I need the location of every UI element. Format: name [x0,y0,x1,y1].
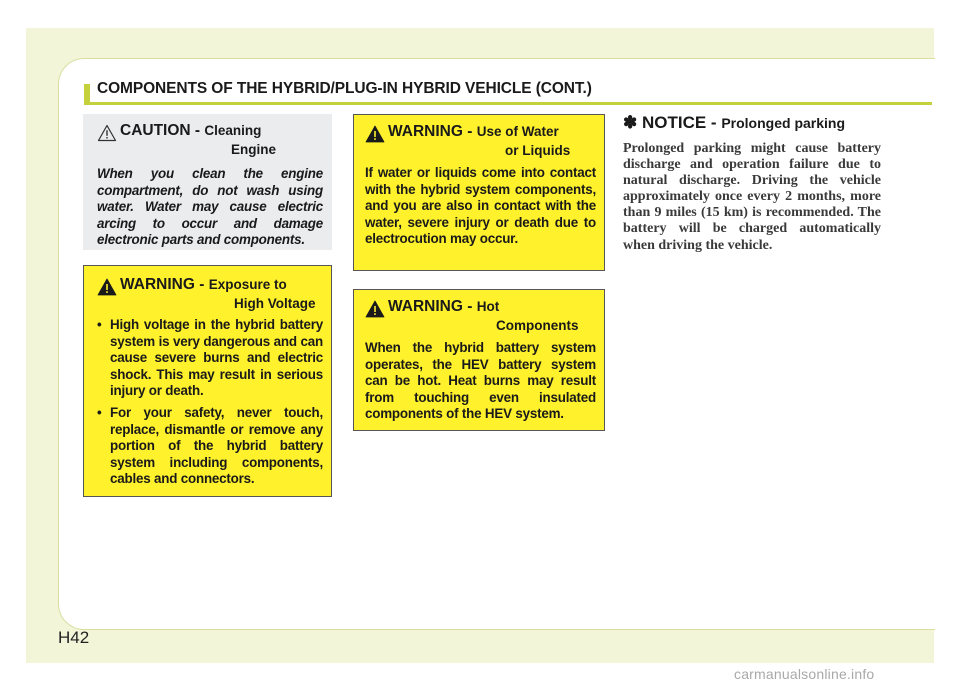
warning-title: Use of Water [476,124,559,139]
section-divider [84,102,932,105]
warning-high-voltage-box [83,265,332,497]
warning-title: Hot [476,299,500,314]
warning-body: If water or liquids come into contact with the hybrid system components, and you are also in contact with the water, severe injury or death due to electrocution may occur. [365,165,596,247]
caution-outline-triangle-icon [97,124,117,147]
warning-water-box [353,114,605,271]
watermark: carmanualsonline.info [734,666,875,682]
warning-bullet: • High voltage in the hybrid battery system is very dangerous and can cause severe burns and electric shock. This may result in serious injury or death. [97,317,323,399]
warning-keyword: WARNING - [388,123,473,140]
warning-triangle-icon [365,125,385,148]
caution-keyword: CAUTION - [120,122,201,139]
warning-hot-box [353,289,605,431]
notice-section [623,113,881,254]
warning-title-line2: or Liquids [505,143,571,158]
notice-keyword: NOTICE - [641,113,717,132]
notice-body: Prolonged parking might cause battery discharge and operation failure due to natural discharge. Driving the vehicle approximately once every 2 months, more than 9 miles (15 km) is recommended. The battery will be charged automatically when driving the vehicle. [623,141,881,253]
warning-title-line2: Components [496,318,579,333]
warning-keyword: WARNING - [388,298,473,315]
notice-title: Prolonged parking [721,115,846,131]
section-marker [84,84,90,102]
warning-triangle-icon [97,278,117,301]
warning-bullet: • For your safety, never touch, replace, dismantle or remove any portion of the hybrid battery system including components, cables and connectors. [97,404,323,487]
warning-body: When the hybrid battery system operates, the HEV battery system can be hot. Heat burns may result from touching even insulated components of the HEV system. [365,340,596,422]
notice-symbol-icon: ✽ [623,113,638,132]
caution-box [83,114,332,250]
caution-body: When you clean the engine compartment, do not wash using water. Water may cause electric arcing to occur and damage electronic parts and components. [97,166,323,248]
warning-triangle-icon [365,300,385,323]
warning-title: Exposure to [208,277,287,292]
bullet-text: For your safety, never touch, replace, dismantle or remove any portion of the hybrid battery system including components, cables and connectors. [110,404,323,487]
bullet-text: High voltage in the hybrid battery system is very dangerous and can cause severe burns and electric shock. This may result in serious injury or death. [110,317,323,399]
caution-title: Cleaning [204,123,262,138]
warning-title-line2: High Voltage [234,296,316,311]
warning-keyword: WARNING - [120,276,205,293]
page-number: H42 [58,628,90,647]
section-title: COMPONENTS OF THE HYBRID/PLUG-IN HYBRID VEHICLE (CONT.) [97,80,592,97]
caution-title-line2: Engine [231,142,277,157]
